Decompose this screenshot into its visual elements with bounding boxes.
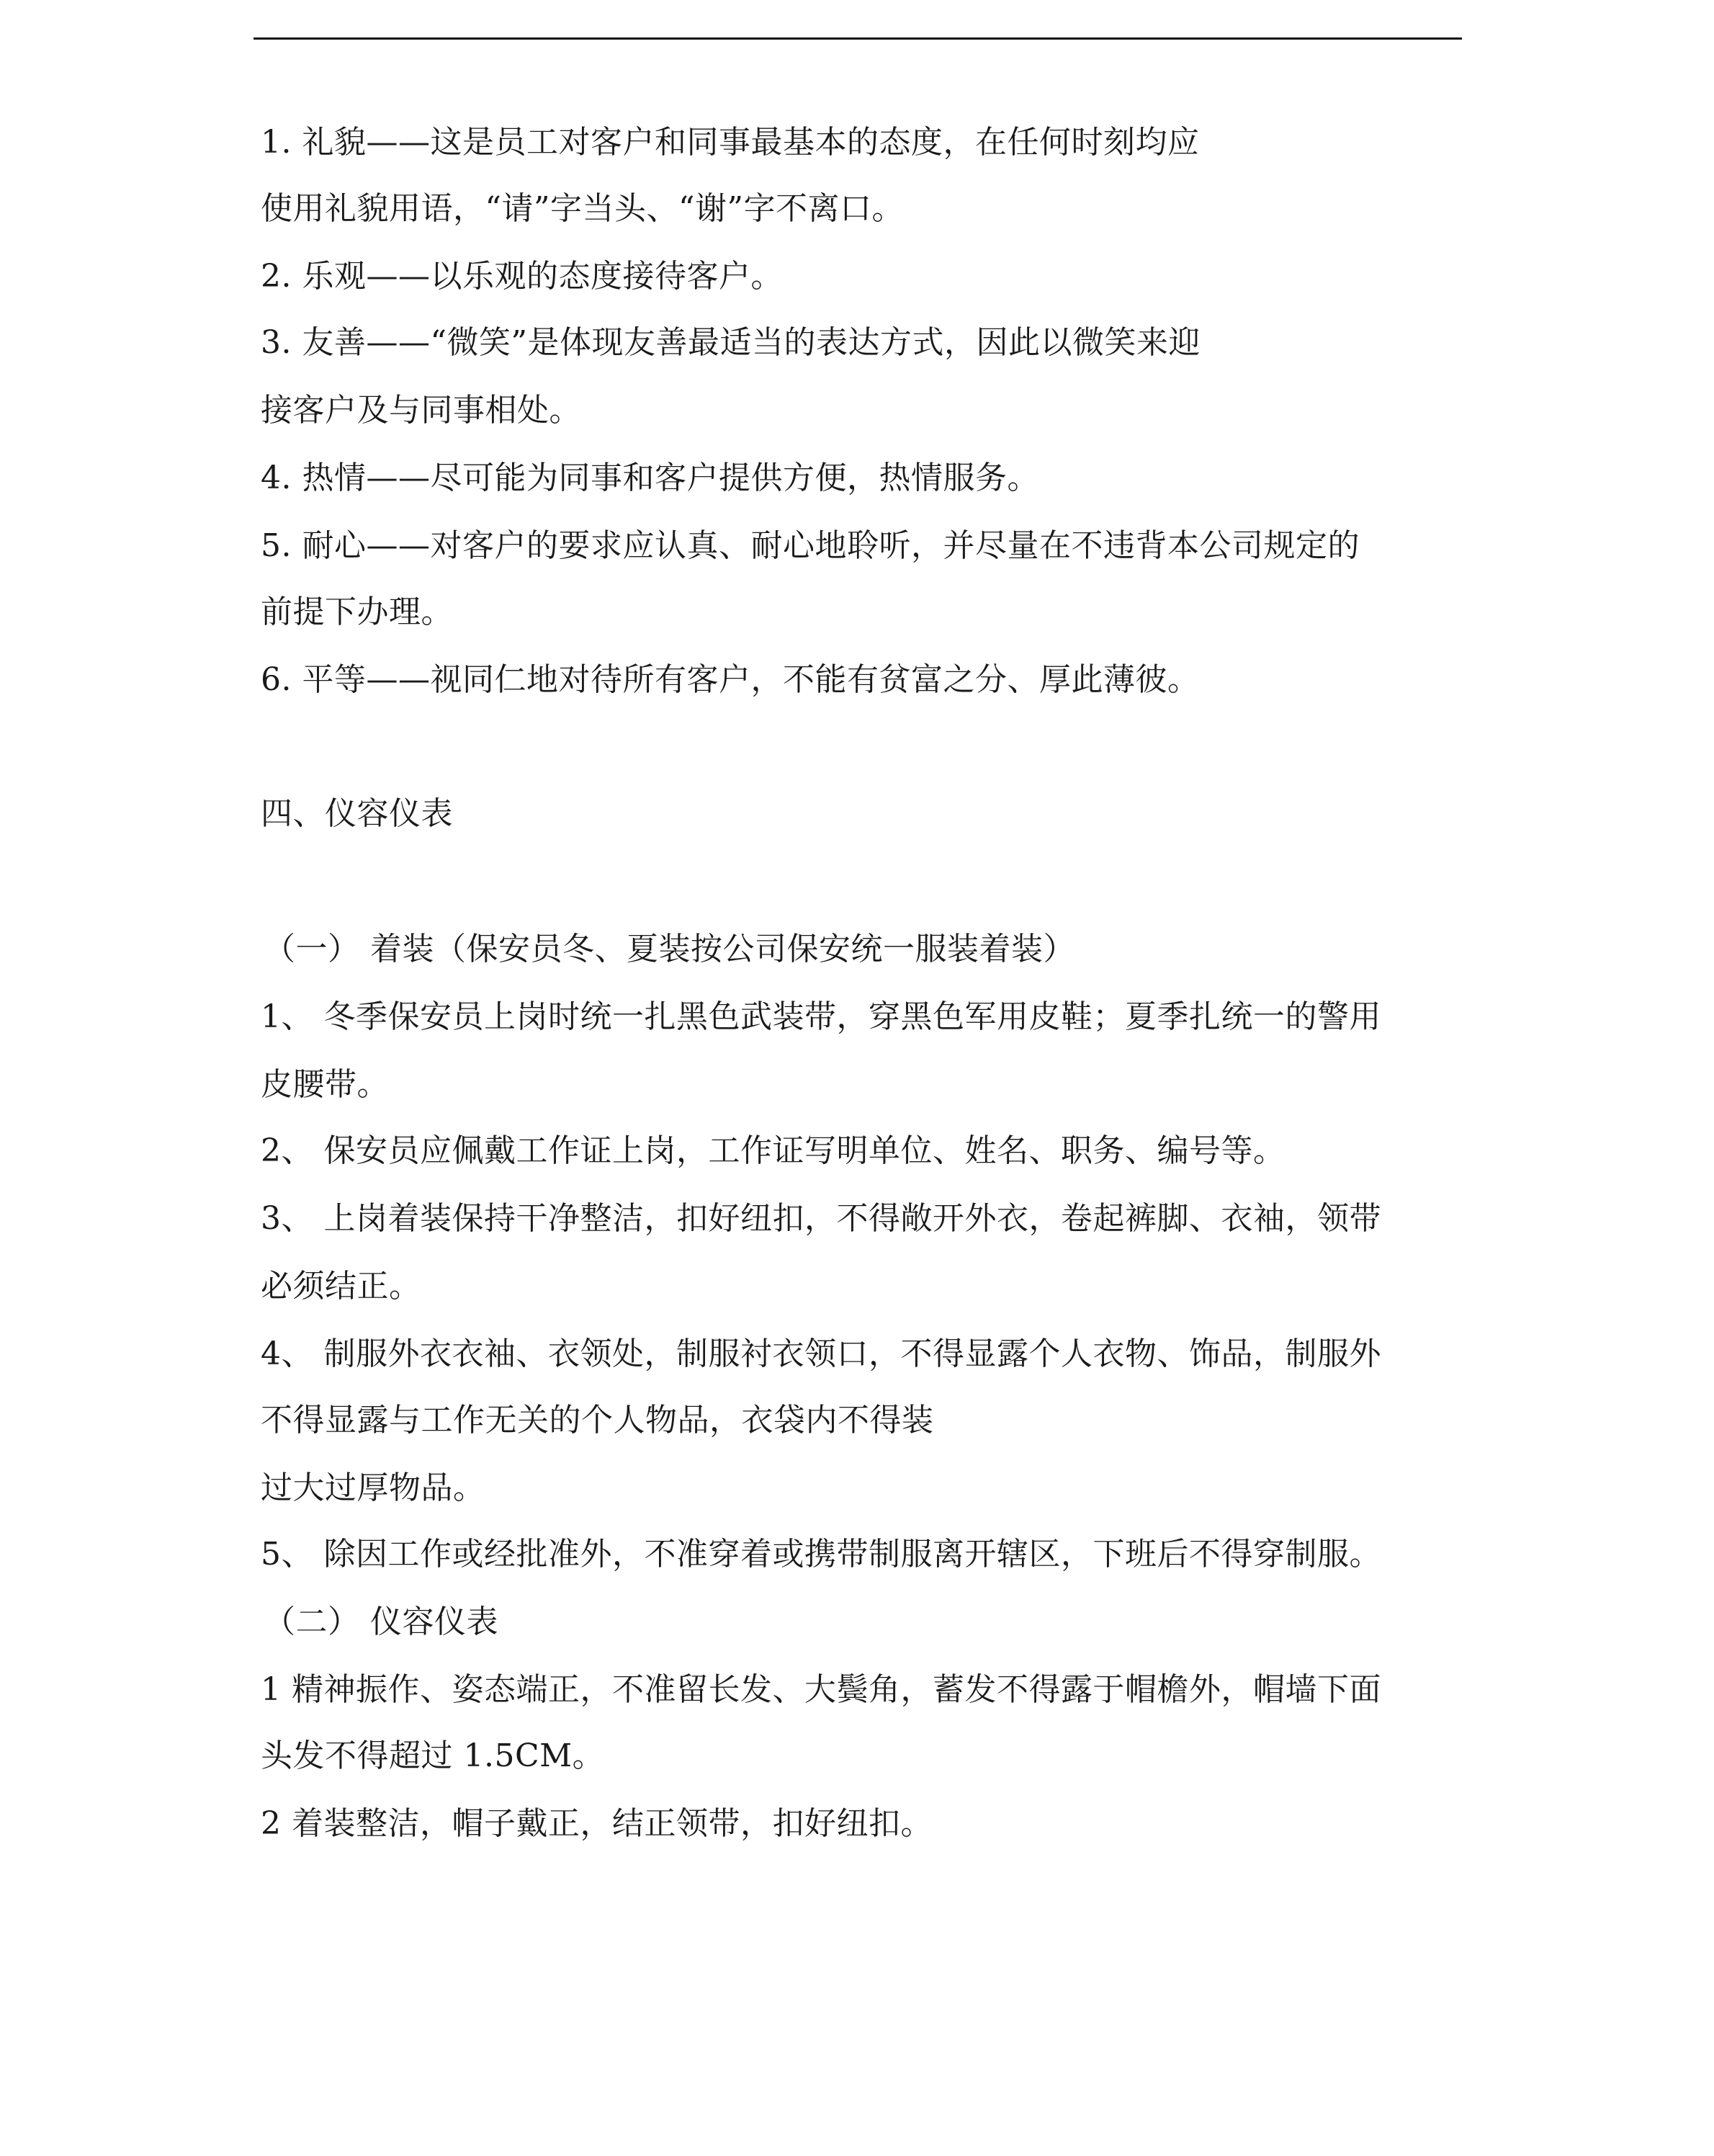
attire-item-2: 2、 保安员应佩戴工作证上岗，工作证写明单位、姓名、职务、编号等。 [261,1132,1286,1169]
attire-item-4: 4、 制服外衣衣袖、衣领处，制服衬衣领口，不得显露个人衣物、饰品，制服外 [261,1336,1381,1372]
item-5-patience: 5. 耐心——对客户的要求应认真、耐心地聆听，并尽量在不违背本公司规定的 [261,527,1360,564]
item-4-enthusiasm: 4. 热情——尽可能为同事和客户提供方便，热情服务。 [261,460,1039,496]
subsection-heading-grooming: （二） 仪容仪表 [264,1603,498,1640]
grooming-item-1: 1 精神振作、姿态端正，不准留长发、大鬓角，蓄发不得露于帽檐外，帽墙下面 [261,1671,1381,1708]
item-1-courtesy-cont: 使用礼貌用语，“请”字当头、“谢”字不离口。 [261,190,904,227]
attire-item-1-cont: 皮腰带。 [261,1066,389,1103]
item-3-friendliness: 3. 友善——“微笑”是体现友善最适当的表达方式，因此以微笑来迎 [261,324,1201,361]
item-6-equality: 6. 平等——视同仁地对待所有客户，不能有贫富之分、厚此薄彼。 [261,661,1200,698]
item-2-optimism: 2. 乐观——以乐观的态度接待客户。 [261,258,783,295]
header-rule [253,37,1462,40]
subsection-heading-attire: （一） 着装（保安员冬、夏装按公司保安统一服装着装） [264,931,1075,967]
attire-item-5: 5、 除因工作或经批准外，不准穿着或携带制服离开辖区，下班后不得穿制服。 [261,1536,1381,1573]
attire-item-4-cont: 不得显露与工作无关的个人物品，衣袋内不得装 [261,1402,934,1439]
attire-item-1: 1、 冬季保安员上岗时统一扎黑色武装带，穿黑色军用皮鞋；夏季扎统一的警用 [261,998,1381,1035]
attire-item-3-cont: 必须结正。 [261,1268,421,1305]
item-3-friendliness-cont: 接客户及与同事相处。 [261,392,581,429]
section-heading-appearance: 四、仪容仪表 [261,795,453,832]
grooming-item-2: 2 着装整洁，帽子戴正，结正领带，扣好纽扣。 [261,1805,933,1842]
item-1-courtesy: 1. 礼貌——这是员工对客户和同事最基本的态度，在任何时刻均应 [261,124,1200,161]
grooming-item-1-cont: 头发不得超过 1.5CM。 [261,1737,605,1774]
item-5-patience-cont: 前提下办理。 [261,594,453,630]
attire-item-3: 3、 上岗着装保持干净整洁，扣好纽扣，不得敞开外衣，卷起裤脚、衣袖，领带 [261,1200,1381,1237]
attire-item-4-cont-2: 过大过厚物品。 [261,1470,485,1506]
